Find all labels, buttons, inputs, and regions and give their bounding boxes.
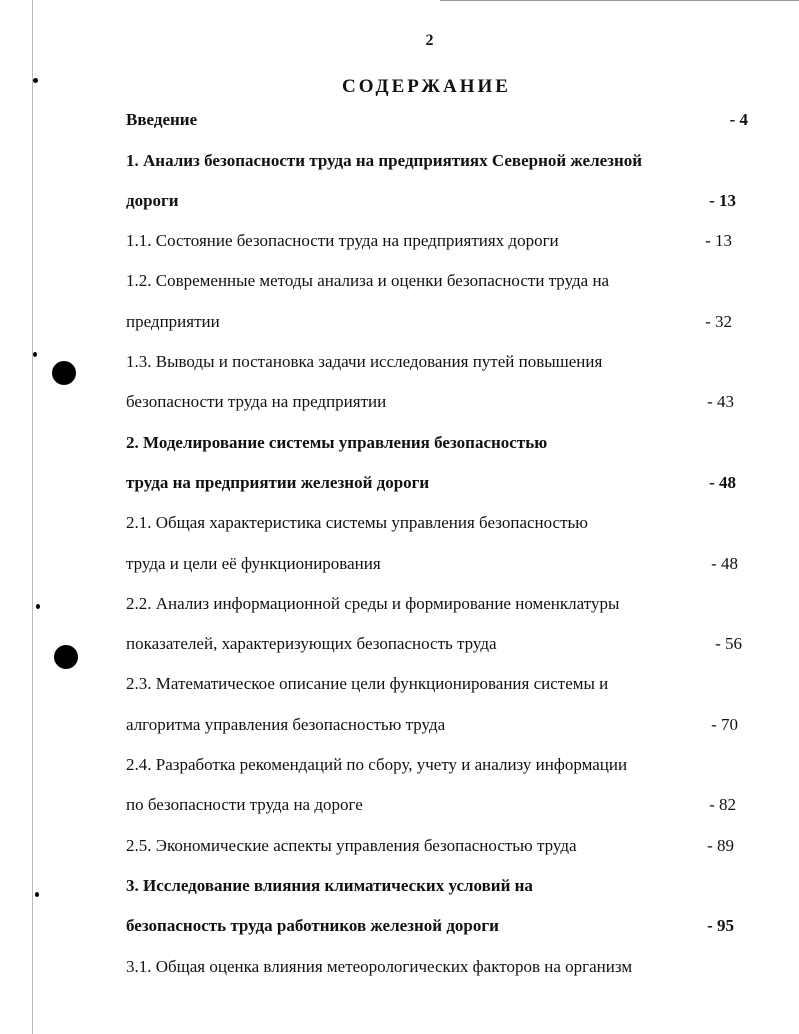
scan-speck — [33, 352, 37, 357]
toc-entry — [126, 336, 726, 376]
toc-entry — [126, 819, 734, 859]
toc-entry — [126, 295, 732, 335]
scan-speck — [35, 892, 39, 897]
toc-title: СОДЕРЖАНИЕ — [342, 76, 511, 97]
toc-entry-title: 1. Анализ безопасности труда на предприятиях Северной железной — [126, 150, 643, 170]
toc-entry — [126, 175, 736, 215]
toc-entry-title: труда и цели её функционирования — [126, 553, 381, 573]
toc-entry-title: 2.5. Экономические аспекты управления безопасностью труда — [126, 835, 577, 855]
toc-entry-title: безопасность труда работников железной дороги — [126, 916, 499, 936]
toc-entry-title: дороги — [126, 190, 179, 210]
toc-entry — [126, 537, 738, 577]
toc-entry-title: по безопасности труда на дороге — [126, 795, 363, 815]
toc-entry-title: 2.2. Анализ информационной среды и формирование номенклатуры — [126, 593, 620, 613]
toc-entry — [126, 940, 726, 980]
scan-speck — [36, 604, 40, 609]
toc-entry-title: Введение — [126, 110, 198, 130]
toc-entry — [126, 497, 726, 537]
toc-entry-title: 3. Исследование влияния климатических условий на — [126, 875, 533, 895]
toc-entry-title: 2.1. Общая характеристика системы управления безопасностью — [126, 513, 588, 533]
toc-entry — [126, 578, 726, 618]
toc-entry-page: - 89 — [707, 835, 734, 855]
scan-speck — [33, 78, 38, 83]
toc-entry-page: - 48 — [709, 472, 736, 492]
toc-entry-title: безопасности труда на предприятии — [126, 392, 387, 412]
toc-entry — [126, 416, 726, 456]
toc-entry — [126, 376, 734, 416]
punch-hole-mark — [52, 361, 76, 385]
toc-entry-page: - 13 — [709, 190, 736, 210]
toc-entry — [126, 457, 736, 497]
toc-entry — [126, 900, 734, 940]
table-of-contents — [126, 94, 748, 981]
toc-entry — [126, 739, 726, 779]
toc-entry-title: 1.2. Современные методы анализа и оценки безопасности труда на — [126, 271, 610, 291]
toc-entry-title: труда на предприятии железной дороги — [126, 472, 430, 492]
toc-entry-title: 2.4. Разработка рекомендаций по сбору, учету и анализу информации — [126, 755, 628, 775]
toc-entry — [126, 134, 726, 174]
toc-entry-title: показателей, характеризующих безопасность труда — [126, 634, 497, 654]
toc-entry-page: - 32 — [705, 311, 732, 331]
page-number: 2 — [425, 32, 434, 49]
toc-entry-page: - 43 — [707, 392, 734, 412]
toc-entry-title: 2. Моделирование системы управления безопасностью — [126, 432, 548, 452]
toc-entry — [126, 255, 726, 295]
toc-entry-page: - 13 — [705, 231, 732, 251]
toc-entry-title: алгоритма управления безопасностью труда — [126, 714, 446, 734]
toc-entry-page: - 70 — [711, 714, 738, 734]
toc-entry-page: - 82 — [709, 795, 736, 815]
toc-entry-title: 1.3. Выводы и постановка задачи исследования путей повышения — [126, 352, 603, 372]
toc-entry-page: - 56 — [715, 634, 742, 654]
toc-entry — [126, 860, 726, 900]
toc-entry-title: 1.1. Состояние безопасности труда на предприятиях дороги — [126, 231, 559, 251]
punch-hole-mark — [54, 645, 78, 669]
toc-entry-title: 3.1. Общая оценка влияния метеорологических факторов на организм — [126, 956, 633, 976]
toc-entry-title: предприятии — [126, 311, 220, 331]
toc-entry — [126, 658, 726, 698]
toc-entry — [126, 618, 742, 658]
toc-entry — [126, 779, 736, 819]
scan-left-margin-line — [32, 0, 33, 1034]
toc-entry-title: 2.3. Математическое описание цели функционирования системы и — [126, 674, 609, 694]
toc-entry-page: - 4 — [729, 110, 748, 130]
toc-entry — [126, 215, 732, 255]
toc-entry-page: - 95 — [707, 916, 734, 936]
toc-entry — [126, 94, 748, 134]
toc-entry — [126, 698, 738, 738]
scan-top-edge-line — [440, 0, 799, 1]
toc-entry-page: - 48 — [711, 553, 738, 573]
